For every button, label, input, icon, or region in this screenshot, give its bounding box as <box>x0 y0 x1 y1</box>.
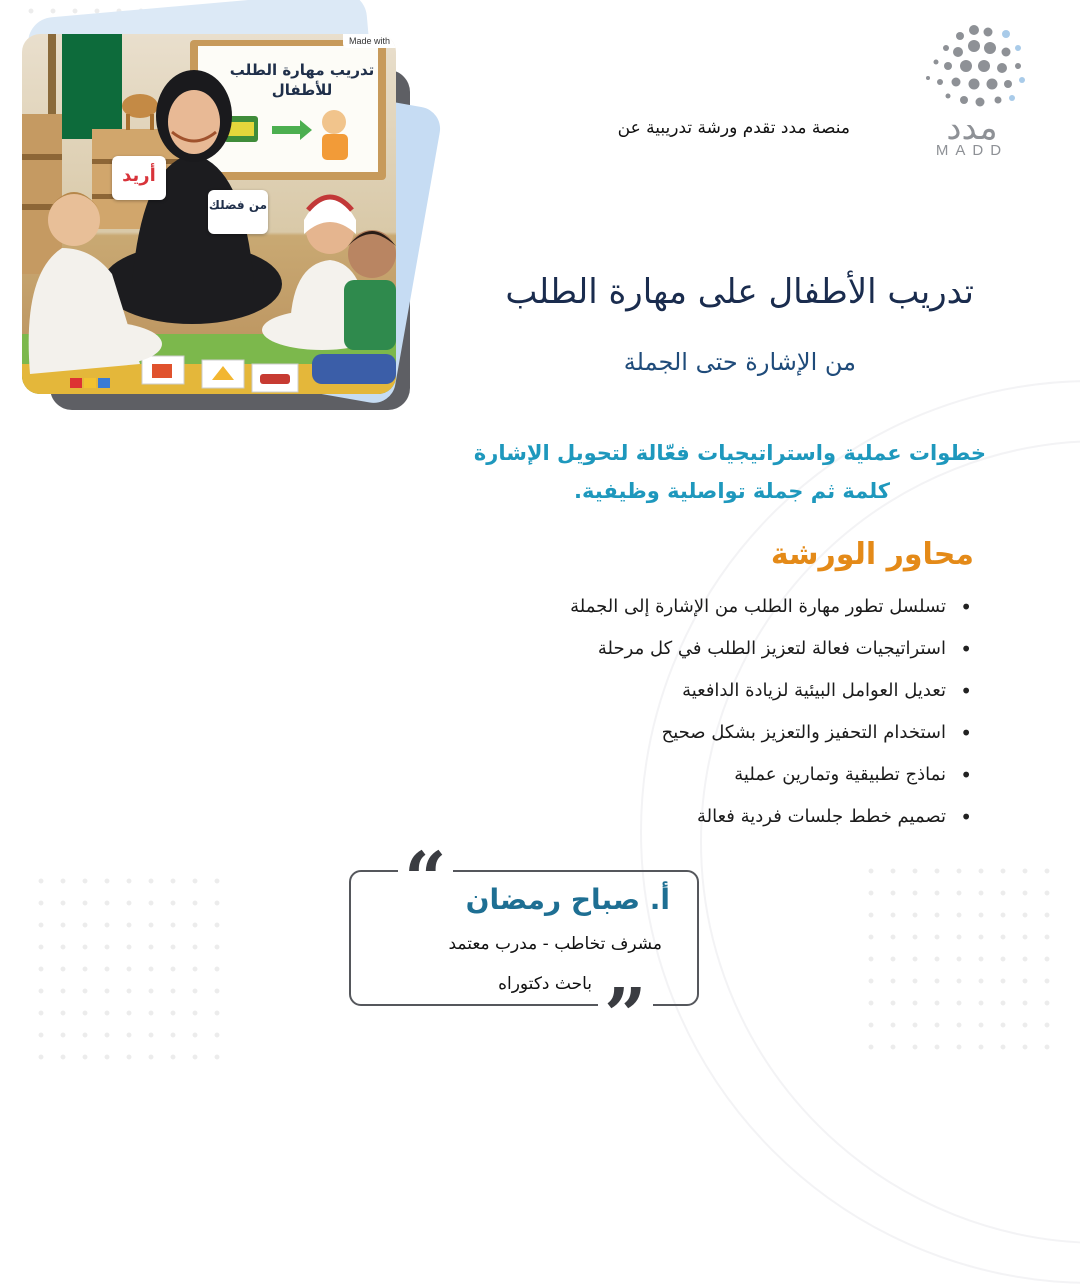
list-item: • نماذج تطبيقية وتمارين عملية <box>430 758 976 800</box>
list-item: • استراتيجيات فعالة لتعزيز الطلب في كل مرحلة <box>430 632 976 674</box>
logo-arabic: مدد <box>946 108 998 148</box>
list-item: • تصميم خطط جلسات فردية فعالة <box>430 800 976 842</box>
list-item: • تسلسل تطور مهارة الطلب من الإشارة إلى الجملة <box>430 590 976 632</box>
trainer-name: أ. صباح رمضان <box>465 883 670 916</box>
tagline-line-2: كلمة ثم جملة تواصلية وظيفية. <box>574 479 890 503</box>
workshop-subtitle: من الإشارة حتى الجملة <box>623 348 856 376</box>
logo-english: MADD <box>935 142 1009 159</box>
list-item: • تعديل العوامل البيئية لزيادة الدافعية <box>430 674 976 716</box>
trainer-role: مشرف تخاطب - مدرب معتمد <box>448 934 662 954</box>
board-text: تدريب مهارة الطلب للأطفال <box>229 61 375 99</box>
madd-logo-icon <box>918 22 1028 114</box>
quote-open-icon: “ <box>398 850 453 910</box>
dot-pattern-bottom-right <box>860 860 1060 1060</box>
workshop-title: تدريب الأطفال على مهارة الطلب <box>505 272 974 312</box>
dot-pattern-bottom-left <box>30 870 230 1070</box>
card-please: من فضلك <box>208 190 268 234</box>
axes-heading: محاور الورشة <box>770 537 974 572</box>
made-with-badge: Made with <box>343 34 396 48</box>
intro-text: منصة مدد تقدم ورشة تدريبية عن <box>617 118 850 138</box>
tagline <box>420 434 986 510</box>
workshop-photo <box>22 34 396 394</box>
tagline-line-1: خطوات عملية واستراتيجيات فعّالة لتحويل الإشارة <box>473 441 986 465</box>
axes-list <box>430 590 976 842</box>
card-want: أريد <box>112 156 166 200</box>
list-item: • استخدام التحفيز والتعزيز بشكل صحيح <box>430 716 976 758</box>
quote-close-icon: ” <box>598 986 653 1046</box>
trainer-degree: باحث دكتوراه <box>498 974 592 994</box>
flag <box>62 34 122 139</box>
